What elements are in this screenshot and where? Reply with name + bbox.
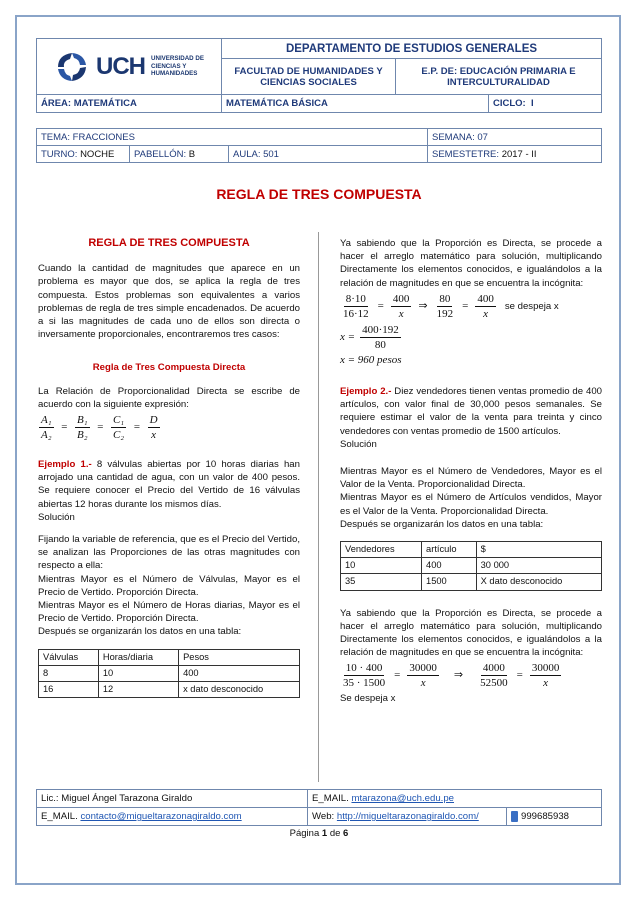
example1-statement: Ejemplo 1.- 8 válvulas abiertas por 10 horas diarias han arrojado una cantidad de agua, con un valor de 400 pesos. Se requiere conocer el Precio del Vertido de 16 válvulas abiertas 12 horas durante los mismos días. [38,459,300,510]
example2-statement: Ejemplo 2.- Diez vendedores tienen ventas promedio de 400 artículos, con valor final de 30,000 pesos semanales. Se requiere estimar el valor de la venta para treinta y cinco vendedores con ventas promedio de 1500 artículos. [340,386,602,437]
faculty-name: FACULTAD DE HUMANIDADES Y CIENCIAS SOCIALES [222,59,396,95]
column-divider [318,232,319,782]
proportion-formula: $\frac{\text{A₁}}{\text{A₂}}$ = $\frac{\text{B₁}}{\text{B₂}}$ = $\frac{\text{C₁}}{\text{C₂}}$ = $\frac{D}{x}$ [41,414,158,442]
pabellon: PABELLÓN: B [130,146,229,163]
right-column [340,237,602,706]
section-title: REGLA DE TRES COMPUESTA [88,237,250,249]
example1-body-0: Fijando la variable de referencia, que es el Precio del Vertido, se analizan las Proporciones de las otras magnitudes con respecto a ella: [38,534,300,572]
example1-body-1: Mientras Mayor es el Número de Válvulas, Mayor es el Precio de Vertido. Proporción Directa. [38,573,300,598]
department-title: DEPARTAMENTO DE ESTUDIOS GENERALES [222,39,602,59]
turno: TURNO: NOCHE [37,146,130,163]
course-name: MATEMÁTICA BÁSICA [222,95,489,113]
school-name: E.P. DE: EDUCACIÓN PRIMARIA E INTERCULTURALIDAD [396,59,602,95]
left-column [38,237,300,698]
table-header-row: Válvulas Horas/diaria Pesos [39,649,300,665]
email-link[interactable]: mtarazona@uch.edu.pe [351,793,455,804]
example2-body-1: Mientras Mayor es el Número de Artículos vendidos, Mayor es el Valor de la Venta. Proporcionalidad Directa. [340,492,602,517]
relation-paragraph: La Relación de Proporcionalidad Directa se escribe de acuerdo con la siguiente expresión: [38,385,300,410]
example2-body-2: Después se organizarán los datos en una tabla: [340,518,544,530]
page-title: REGLA DE TRES COMPUESTA [216,186,422,202]
phone-icon [511,811,518,822]
info-table [36,128,602,163]
web-link[interactable]: http://migueltarazonagiraldo.com/ [336,811,479,822]
equation-1: $\frac{8\cdot 10}{16\cdot 12}$ = $\frac{400}{x}$ ⇒ $\frac{80}{192}$ = $\frac{400}{x}$ se despeja x [343,292,559,320]
intro-paragraph: Cuando la cantidad de magnitudes que aparece en un problema es mayor que dos, se aplica la regla de tres compuesta. Estos problemas son equivalentes a varios problemas de regla de tres simple encadenados. De acuerdo a si las magnitudes de cada uno de ellos son directa o inversamente proporcionales, encontraremos tres casos: [38,263,300,341]
table-row: 8 10 400 [39,665,300,681]
table-row: 35 1500 X dato desconocido [341,574,602,590]
result-1: x = 960 pesos [340,353,402,366]
data-table-2 [340,541,602,591]
example1-body-3: Después se organizarán los datos en una tabla: [38,626,242,638]
logo-cell [37,39,222,95]
data-table-1 [38,649,300,699]
phone-cell: 999685938 [507,808,602,826]
solution-label: Solución [38,511,75,523]
solution-label-2: Solución [340,438,377,450]
example1-body-2: Mientras Mayor es el Número de Horas diarias, Mayor es el Precio de Vertido. Proporción Directa. [38,600,300,625]
contact-email-cell: E_MAIL. contacto@migueltarazonagiraldo.com [37,808,308,826]
semester: SEMESTETRE: 2017 - II [428,146,602,163]
topic: TEMA: FRACCIONES [37,129,428,146]
right-paragraph-2: Ya sabiendo que la Proporción es Directa, se procede a hacer el arreglo matemático para solución, multiplicando Directamente los elementos conocidos, e igualándolos a la relación de magnitudes en que se encuentra la incógnita: [340,607,602,659]
equation-4: $\frac{10 \cdot 400}{35 \cdot 1500}$ = $\frac{30000}{x}$ ⇒ $\frac{4000}{52500}$ = $\frac{30000}{x}$ [343,662,560,690]
classroom: AULA: 501 [229,146,428,163]
header-table [36,38,602,113]
table-header-row: Vendedores artículo $ [341,542,602,558]
footer-table [36,789,602,826]
page-number: Página 1 de 6 [289,828,349,839]
right-paragraph-1: Ya sabiendo que la Proporción es Directa, se procede a hacer el arreglo matemático para solución, multiplicando Directamente los elementos conocidos, e igualándolos a la relación de magnitudes en que se encuentra la incógnita: [340,238,602,289]
author-name: Lic.: Miguel Ángel Tarazona Giraldo [37,790,308,808]
cycle: CICLO: I [489,95,602,113]
uch-logo-icon [54,49,90,85]
web-cell: Web: http://migueltarazonagiraldo.com/ [308,808,507,826]
logo-text: UCH [96,52,146,80]
solve-for-x: Se despeja x [340,693,396,705]
logo-subtitle: UNIVERSIDAD DE CIENCIAS Y HUMANIDADES [151,55,204,78]
example2-body-0: Mientras Mayor es el Número de Vendedores, Mayor es el Valor de la Venta. Proporcionalidad Directa. [340,466,602,491]
area-label: ÁREA: MATEMÁTICA [37,95,222,113]
table-row: 16 12 x dato desconocido [39,682,300,698]
week: SEMANA: 07 [428,129,602,146]
table-row: 10 400 30 000 [341,558,602,574]
subsection-title: Regla de Tres Compuesta Directa [92,362,246,374]
contact-email-link[interactable]: contacto@migueltarazonagiraldo.com [80,811,242,822]
equation-2: x = $\frac{400\cdot 192}{80}$ [340,323,399,351]
email-cell: E_MAIL. mtarazona@uch.edu.pe [308,790,602,808]
